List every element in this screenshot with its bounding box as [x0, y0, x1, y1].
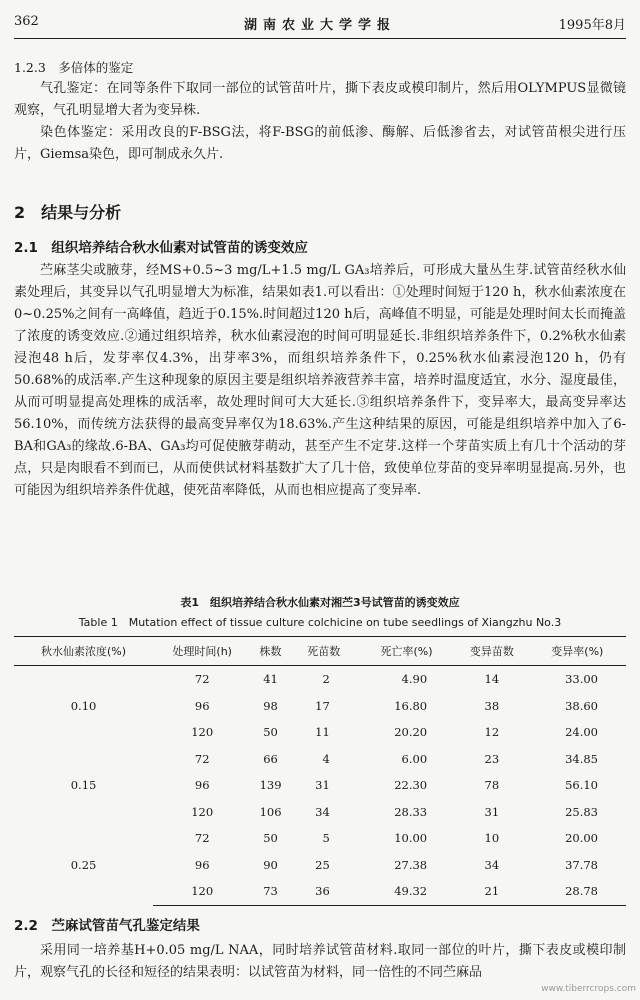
table-cell: 106 — [259, 804, 282, 819]
table-cell: 6.00 — [401, 751, 428, 766]
table-cell: 23 — [484, 751, 500, 766]
table-row — [14, 666, 626, 693]
table-cell: 98 — [263, 698, 278, 713]
column-header: 株数 — [251, 637, 289, 666]
table-cell: 37.78 — [565, 857, 598, 872]
table-cell: 50 — [263, 831, 278, 846]
table-cell: 90 — [263, 857, 278, 872]
table-row — [14, 825, 626, 852]
table-cell: 34 — [315, 804, 330, 819]
header-rule — [14, 38, 626, 39]
running-header — [14, 14, 626, 36]
table-caption-en: Table 1 Mutation effect of tissue culture colchicine on tube seedlings of Xiangzhu No.3 — [78, 616, 562, 629]
paragraph: 采用同一培养基H+0.05 mg/L NAA，同时培养试管苗材料.取同一部位的叶片，撕下表皮或模印制片，观察气孔的长径和短径的结果表明：以试管苗为材料，同一倍性的不同苎麻品 — [14, 943, 626, 980]
section-2-2 — [14, 914, 626, 984]
table-cell: 41 — [263, 672, 278, 687]
table-cell: 4 — [322, 751, 330, 766]
table-cell: 2 — [322, 672, 330, 687]
table-cell: 25 — [315, 857, 330, 872]
table-cell: 120 — [153, 878, 251, 905]
table-cell: 12 — [484, 725, 500, 740]
table-cell: 96 — [194, 857, 210, 872]
column-header: 死苗数 — [290, 637, 358, 666]
table-cell: 50 — [263, 725, 278, 740]
table-cell: 16.80 — [394, 698, 428, 713]
table-cell: 72 — [194, 672, 210, 687]
table-cell: 5 — [322, 831, 330, 846]
table-header-row — [14, 637, 626, 666]
table-cell: 66 — [263, 751, 278, 766]
table-cell: 72 — [194, 751, 210, 766]
table-cell: 28.78 — [529, 878, 626, 905]
section-heading: 2.1 组织培养结合秋水仙素对试管苗的诱变效应 — [14, 240, 308, 256]
paragraph: 苎麻茎尖或腋芽，经MS+0.5~3 mg/L+1.5 mg/L GA₃培养后，可形成大量丛生芽.试管苗经秋水仙素处理后，其变异以气孔明显增大为标准，结果如表1.可以看出：①处理时间短于120 h，秋水仙素浓度在0~0.25%之间有一高峰值，趋近于0.15%.时间超过120 h后，高峰值不明显，可能是处理时间太长而掩盖了浓度的诱变效应.②通过组织培养，秋水仙素浸泡的时间可明显延长.非组织培养条件下，0.2%秋水仙素浸泡48 h后，发芽率仅4.3%，出芽率3%，而组织培养条件下，0.25%秋水仙素浸泡120 h，仍有50.68%的成活率.产生这种现象的原因主要是组织培养液营养丰富，培养时温度适宜，水分、湿度最佳，从而可明显提高处理株的成活率，故处理时间可大大延长.③组织培养条件下，变异率大，最高变异率达56.10%，而传统方法获得的最高变异率仅为18.63%.产生这种结果的原因，可能是组织培养中加入了6-BA和GA₃的缘故.6-BA、GA₃均可促使腋芽萌动，甚至产生不定芽.这样一个芽苗实质上有几十个活动的芽点，只是肉眼看不到而已，从而使供试材料基数扩大了几十倍，致使单位芽苗的变异率明显提高.另外，也可能因为组织培养条件优越，使死苗率降低，从而也相应提高了变异率. — [14, 263, 626, 498]
table-caption — [14, 594, 626, 630]
section-2 — [14, 200, 626, 223]
column-header: 变异苗数 — [455, 637, 528, 666]
table-cell: 96 — [194, 698, 210, 713]
table-cell: 31 — [484, 804, 500, 819]
table-cell: 27.38 — [394, 857, 428, 872]
table-cell: 10 — [484, 831, 500, 846]
table-cell: 20.20 — [394, 725, 428, 740]
table-cell: 11 — [315, 725, 330, 740]
table-cell: 78 — [484, 778, 500, 793]
page-number: 362 — [14, 14, 39, 29]
table-cell: 24.00 — [565, 725, 598, 740]
paragraph: 染色体鉴定：采用改良的F-BSG法，将F-BSG的前低渗、酶解、后低渗省去，对试管苗根尖进行压片，Giemsa染色，即可制成永久片. — [14, 125, 626, 162]
table-cell: 72 — [194, 831, 210, 846]
table-cell-concentration: 0.15 — [70, 778, 97, 793]
section-heading: 2 结果与分析 — [14, 203, 122, 222]
column-header: 秋水仙素浓度(%) — [14, 637, 153, 666]
data-table — [14, 636, 626, 906]
table-cell: 28.33 — [394, 804, 428, 819]
table-cell: 22.30 — [394, 778, 428, 793]
section-2-1 — [14, 236, 626, 502]
table-body — [14, 666, 626, 906]
table-cell: 31 — [315, 778, 330, 793]
table-cell-concentration: 0.25 — [70, 858, 97, 872]
section-1-2-3 — [14, 58, 626, 166]
column-header: 变异率(%) — [529, 637, 626, 666]
table-cell: 21 — [455, 878, 528, 905]
column-header: 死亡率(%) — [358, 637, 455, 666]
issue-date: 1995年8月 — [558, 18, 626, 33]
table-cell: 25.83 — [565, 804, 598, 819]
table-cell: 38 — [484, 698, 500, 713]
table-cell-concentration: 0.10 — [70, 698, 97, 713]
table-cell: 34.85 — [565, 751, 598, 766]
table-cell: 36 — [290, 878, 358, 905]
table-cell: 73 — [251, 878, 289, 905]
table-cell: 34 — [484, 857, 500, 872]
section-heading: 2.2 苎麻试管苗气孔鉴定结果 — [14, 918, 200, 934]
table-cell: 17 — [315, 698, 330, 713]
journal-title: 湖南农业大学学报 — [243, 18, 396, 33]
table-caption-zh: 表1 组织培养结合秋水仙素对湘苎3号试管苗的诱变效应 — [180, 596, 460, 609]
table-cell: 38.60 — [565, 698, 598, 713]
table-cell: 139 — [259, 778, 282, 793]
table-cell: 96 — [194, 778, 210, 793]
table-cell: 120 — [191, 725, 214, 740]
table-cell: 10.00 — [394, 831, 428, 846]
watermark: www.tiberrcrops.com — [541, 984, 636, 994]
section-heading: 1.2.3 多倍体的鉴定 — [14, 60, 134, 75]
table-cell: 14 — [484, 672, 500, 687]
table-cell: 120 — [191, 804, 214, 819]
table-cell: 56.10 — [565, 778, 598, 793]
column-header: 处理时间(h) — [153, 637, 251, 666]
paragraph: 气孔鉴定：在同等条件下取同一部位的试管苗叶片，撕下表皮或模印制片，然后用OLYMPUS显微镜观察，气孔明显增大者为变异株. — [14, 81, 626, 118]
table-cell: 20.00 — [565, 831, 598, 846]
table-cell: 49.32 — [358, 878, 455, 905]
table-cell: 33.00 — [565, 672, 598, 687]
table-cell: 4.90 — [401, 672, 428, 687]
table-row — [14, 746, 626, 773]
